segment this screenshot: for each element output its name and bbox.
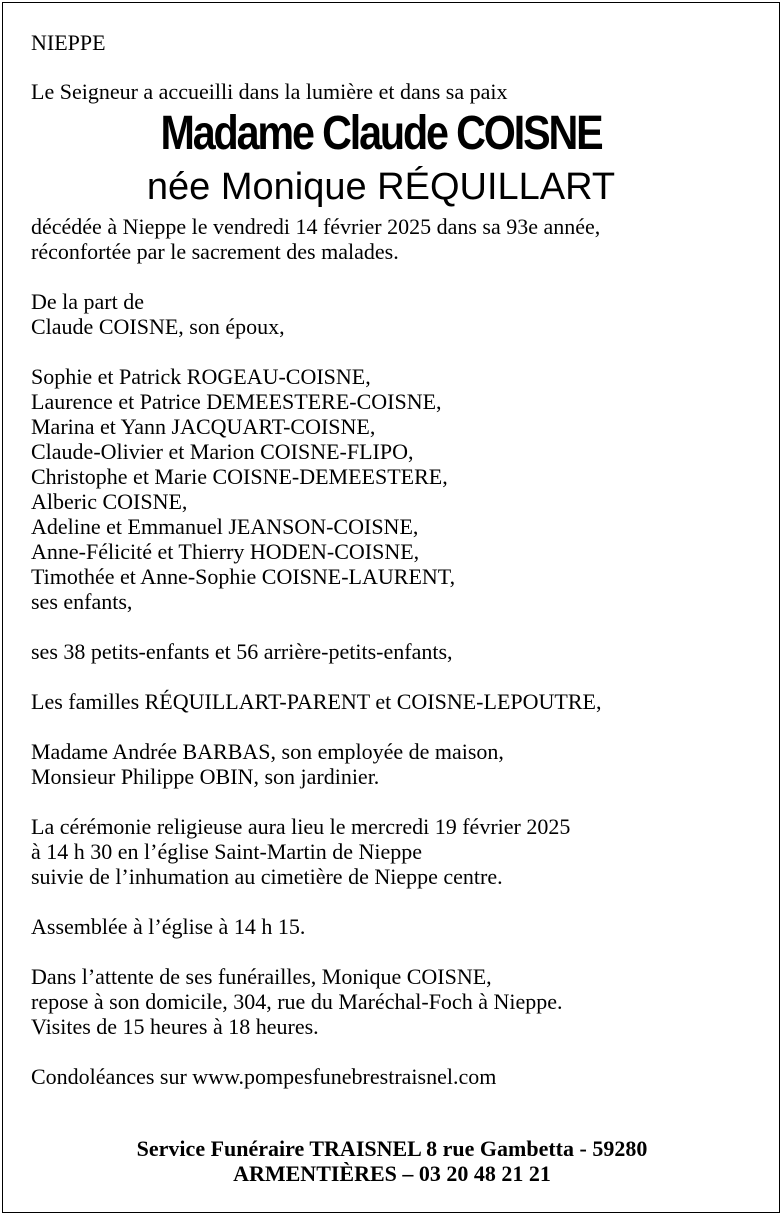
ceremony-line: La cérémonie religieuse aura lieu le mercredi 19 février 2025	[31, 814, 571, 839]
intro-text: Le Seigneur a accueilli dans la lumière et dans sa paix	[31, 79, 508, 104]
birth-name: née Monique RÉQUILLART	[146, 166, 616, 208]
child-entry: Alberic COISNE,	[31, 489, 188, 514]
rest-line: repose à son domicile, 304, rue du Maréchal-Foch à Nieppe.	[31, 989, 563, 1014]
staff-line: Monsieur Philippe OBIN, son jardinier.	[31, 764, 380, 789]
ceremony-line: suivie de l’inhumation au cimetière de Nieppe centre.	[31, 864, 503, 889]
death-line: décédée à Nieppe le vendredi 14 février 2025 dans sa 93e année,	[31, 214, 601, 239]
footer-line: Service Funéraire TRAISNEL 8 rue Gambetta - 59280	[136, 1136, 648, 1161]
footer-line: ARMENTIÈRES – 03 20 48 21 21	[233, 1161, 551, 1186]
obituary-notice	[31, 30, 751, 1089]
child-entry: Adeline et Emmanuel JEANSON-COISNE,	[31, 514, 419, 539]
child-entry: Anne-Félicité et Thierry HODEN-COISNE,	[31, 539, 420, 564]
funeral-service-footer	[0, 1136, 784, 1186]
staff-line: Madame Andrée BARBAS, son employée de maison,	[31, 739, 504, 764]
grandchildren-line: ses 38 petits-enfants et 56 arrière-petits-enfants,	[31, 639, 453, 664]
deceased-name: Madame Claude COISNE	[160, 107, 602, 160]
rest-line: Visites de 15 heures à 18 heures.	[31, 1014, 319, 1039]
child-entry: Marina et Yann JACQUART-COISNE,	[31, 414, 376, 439]
from-line: Claude COISNE, son époux,	[31, 314, 285, 339]
child-entry: Sophie et Patrick ROGEAU-COISNE,	[31, 364, 371, 389]
families-line: Les familles RÉQUILLART-PARENT et COISNE-LEPOUTRE,	[31, 689, 602, 714]
death-line: réconfortée par le sacrement des malades.	[31, 239, 399, 264]
rest-line: Dans l’attente de ses funérailles, Monique COISNE,	[31, 964, 492, 989]
from-line: De la part de	[31, 289, 144, 314]
assembly-line: Assemblée à l’église à 14 h 15.	[31, 914, 306, 939]
child-entry: Claude-Olivier et Marion COISNE-FLIPO,	[31, 439, 414, 464]
child-entry: Christophe et Marie COISNE-DEMEESTERE,	[31, 464, 448, 489]
child-entry: ses enfants,	[31, 589, 133, 614]
condolences-line: Condoléances sur www.pompesfunebrestraisnel.com	[31, 1064, 497, 1089]
ceremony-line: à 14 h 30 en l’église Saint-Martin de Nieppe	[31, 839, 423, 864]
child-entry: Laurence et Patrice DEMEESTERE-COISNE,	[31, 389, 442, 414]
child-entry: Timothée et Anne-Sophie COISNE-LAURENT,	[31, 564, 456, 589]
town-name: NIEPPE	[31, 30, 106, 55]
